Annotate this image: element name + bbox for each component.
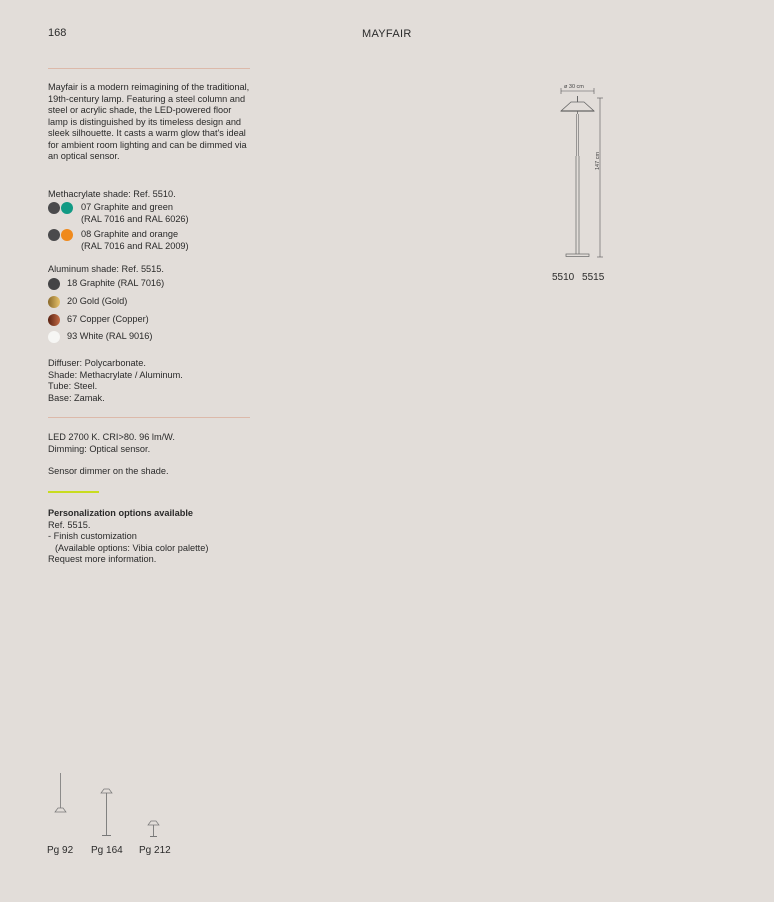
divider-top	[48, 68, 250, 69]
green-swatch	[61, 202, 73, 214]
height-label: 147 cm	[595, 151, 601, 170]
product-refs	[552, 272, 604, 283]
diffuser-material: Diffuser: Polycarbonate.	[48, 358, 146, 368]
shade-material: Shade: Methacrylate / Aluminum.	[48, 369, 183, 380]
base-material: Base: Zamak.	[48, 392, 105, 403]
product-description: Mayfair is a modern reimagining of the traditional, 19th-century lamp. Featuring a steel column and steel or acrylic shade, the LED-powered floor lamp is distinguished by its timeless design and sleek silhouette. It casts a warm glow that's ideal for ambient room lighting and can be dimmed via an optical sensor.	[48, 82, 250, 161]
gold-swatch	[48, 296, 60, 308]
divider-middle	[48, 417, 250, 418]
specs-block	[48, 432, 175, 455]
ref-5515: 5515	[582, 272, 605, 283]
finish-label: 20 Gold (Gold)	[67, 296, 128, 306]
finish-label: 93 White (RAL 9016)	[67, 331, 153, 341]
page-title: MAYFAIR	[362, 28, 412, 40]
orange-swatch	[61, 229, 73, 241]
floor-lamp-thumbnail	[101, 789, 112, 836]
page-link-164[interactable]: Pg 164	[91, 845, 123, 856]
finish-name: 08 Graphite and orange	[81, 229, 179, 239]
graphite-swatch	[48, 229, 60, 241]
page-number: 168	[48, 27, 67, 39]
personalization-ref: Ref. 5515.	[48, 519, 91, 530]
request-info: Request more information.	[48, 554, 157, 564]
finish-name: 07 Graphite and green	[81, 202, 173, 212]
led-spec: LED 2700 K. CRI>80. 96 lm/W.	[48, 432, 175, 442]
sensor-spec: Sensor dimmer on the shade.	[48, 466, 169, 476]
white-swatch	[48, 331, 60, 343]
pendant-lamp-thumbnail	[55, 773, 66, 812]
page-link-212[interactable]: Pg 212	[139, 845, 171, 856]
accent-bar	[48, 491, 99, 493]
finish-label: 18 Graphite (RAL 7016)	[67, 278, 165, 288]
finish-option-20	[48, 296, 127, 308]
ref-5510: 5510	[552, 272, 575, 283]
finish-option-18	[48, 278, 164, 290]
tube-material: Tube: Steel.	[48, 381, 98, 391]
personalization-heading: Personalization options available	[48, 508, 193, 518]
finish-label	[81, 229, 189, 252]
table-lamp-thumbnail	[148, 821, 159, 837]
dimming-spec: Dimming: Optical sensor.	[48, 443, 151, 454]
related-products-thumbnails	[50, 770, 180, 840]
available-options: (Available options: Vibia color palette)	[55, 542, 209, 553]
finish-ral: (RAL 7016 and RAL 6026)	[81, 213, 189, 224]
page-link-92[interactable]: Pg 92	[47, 845, 74, 856]
diameter-label: ø 30 cm	[564, 84, 584, 90]
graphite-swatch	[48, 278, 60, 290]
floor-lamp-drawing	[540, 80, 630, 265]
graphite-swatch	[48, 202, 60, 214]
finish-option-67	[48, 314, 149, 326]
methacrylate-heading: Methacrylate shade: Ref. 5510.	[48, 189, 176, 199]
finish-label: 67 Copper (Copper)	[67, 314, 149, 324]
aluminum-heading: Aluminum shade: Ref. 5515.	[48, 264, 164, 274]
finish-ral: (RAL 7016 and RAL 2009)	[81, 240, 189, 251]
finish-option-08	[48, 229, 189, 252]
materials-block	[48, 358, 183, 404]
personalization-block	[48, 508, 208, 566]
finish-option-93	[48, 331, 152, 343]
finish-option-07	[48, 202, 189, 225]
finish-customization: - Finish customization	[48, 531, 137, 541]
copper-swatch	[48, 314, 60, 326]
finish-label	[81, 202, 189, 225]
